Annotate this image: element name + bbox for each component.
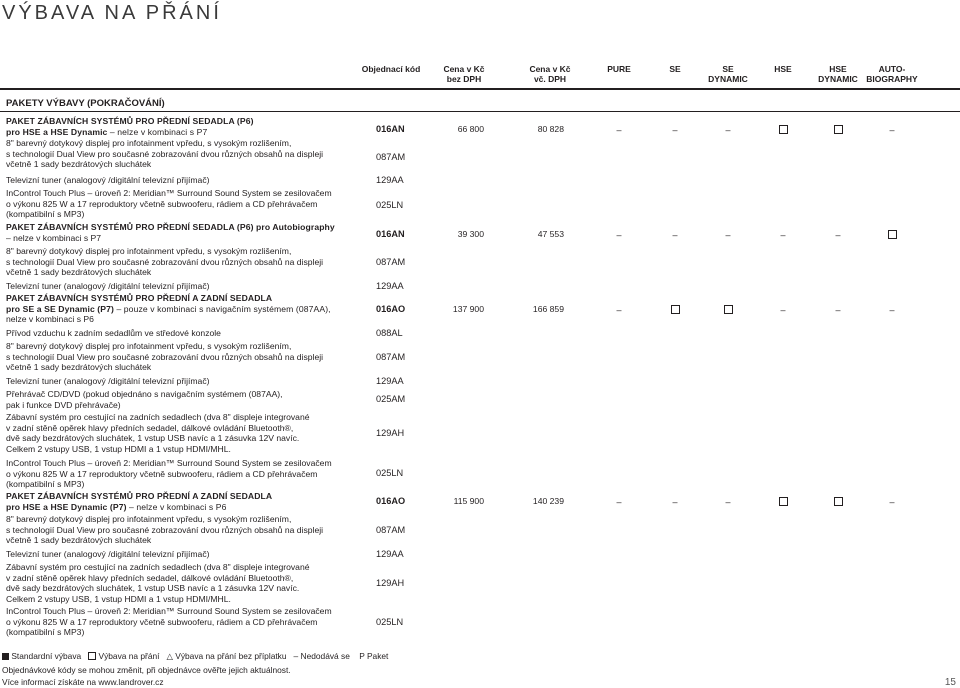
package-title: PAKET ZÁBAVNÍCH SYSTÉMŮ PRO PŘEDNÍ A ZADNÍ SEDADLA (6, 491, 273, 501)
item-code: 129AH (376, 428, 405, 438)
price-excl-vat: 137 900 (452, 304, 484, 314)
order-code: 016AO (376, 304, 406, 314)
col-se: SE (669, 64, 681, 74)
order-code: 016AN (376, 229, 405, 239)
header-rule (0, 88, 960, 90)
item-description: 8" barevný dotykový displej pro infotainment vpředu, s vysokým rozlišením, s technologií Dual View pro současné zobrazování dvou různých obsahů na displeji včetně 1 sady bezdrátových sluchátek (6, 514, 324, 546)
item-description: 8" barevný dotykový displej pro infotainment vpředu, s vysokým rozlišením, s technologií Dual View pro současné zobrazování dvou různých obsahů na displeji včetně 1 sady bezdrátových sluchátek (6, 341, 324, 373)
item-code: 129AA (376, 175, 404, 185)
item-description: InControl Touch Plus – úroveň 2: Meridian™ Surround Sound System se zesilovačem o výkonu 825 W a 17 reproduktory včetně subwooferu, rádiem a CD přehrávačem (kompatibilní s MP3) (6, 188, 332, 220)
availability-pure-dash: – (616, 497, 622, 507)
package-note: nelze v kombinaci s P6 (6, 314, 94, 325)
col-hse: HSE (774, 64, 792, 74)
col-se-dynamic: SE DYNAMIC (708, 64, 748, 84)
standard-square-icon (2, 653, 9, 660)
item-code: 129AA (376, 281, 404, 291)
availability-hse-option-box-icon (773, 125, 793, 136)
availability-autobiography-dash: – (889, 497, 895, 507)
dash-icon: – (293, 651, 299, 661)
item-description: Zábavní systém pro cestující na zadních sedadlech (dva 8" displeje integrované v zadní stěně opěrek hlavy předních sedadel, dálkové ovládání Bluetooth®, dvě sady bezdrátových sluchátek, 1 vstup USB navíc a 1 zásuvka 12V navíc. Celkem 2 vstupy USB, 1 vstup HDMI a 1 vstup HDMI/MHL. (6, 412, 310, 454)
item-description: 8" barevný dotykový displej pro infotainment vpředu, s vysokým rozlišením, s technologií Dual View pro současné zobrazování dvou různých obsahů na displeji včetně 1 sady bezdrátových sluchátek (6, 138, 324, 170)
availability-hse-dynamic-option-box-icon (828, 125, 848, 136)
item-code: 087AM (376, 525, 406, 535)
col-autobiography: AUTO- BIOGRAPHY (866, 64, 918, 84)
item-code: 025LN (376, 468, 404, 478)
col-order-code: Objednací kód (361, 64, 421, 74)
item-description: Televizní tuner (analogový /digitální televizní přijímač) (6, 549, 210, 559)
section-title: PAKETY VÝBAVY (POKRAČOVÁNÍ) (6, 98, 165, 109)
item-description: InControl Touch Plus – úroveň 2: Meridian™ Surround Sound System se zesilovačem o výkonu 825 W a 17 reproduktory včetně subwooferu, rádiem a CD přehrávačem (kompatibilní s MP3) (6, 606, 332, 638)
package-subtitle: pro HSE a HSE Dynamic (P7) – nelze v kombinaci s P6 (6, 501, 227, 512)
package-title: PAKET ZÁBAVNÍCH SYSTÉMŮ PRO PŘEDNÍ SEDADLA (P6) (6, 116, 254, 126)
package-title: PAKET ZÁBAVNÍCH SYSTÉMŮ PRO PŘEDNÍ SEDADLA (P6) pro Autobiography (6, 222, 335, 232)
item-code: 129AH (376, 578, 405, 588)
package-title: PAKET ZÁBAVNÍCH SYSTÉMŮ PRO PŘEDNÍ A ZADNÍ SEDADLA (6, 293, 273, 303)
footer-link[interactable]: Více informací získáte na www.landrover.cz (2, 677, 164, 687)
package-note: – nelze v kombinaci s P7 (6, 233, 102, 243)
page-number: 15 (944, 677, 956, 688)
availability-se-dash: – (672, 497, 678, 507)
section-rule (0, 111, 960, 112)
price-excl-vat: 39 300 (457, 229, 484, 239)
price-incl-vat: 166 859 (532, 304, 564, 314)
page-title: VÝBAVA NA PŘÁNÍ (2, 2, 222, 24)
triangle-icon: △ (166, 651, 173, 661)
item-code: 025LN (376, 200, 404, 210)
availability-se-dash: – (672, 230, 678, 240)
price-excl-vat: 115 900 (453, 496, 484, 506)
item-code: 129AA (376, 549, 404, 559)
price-excl-vat: 66 800 (457, 124, 484, 134)
col-price-excl: Cena v Kč bez DPH (443, 64, 485, 84)
availability-se-dynamic-dash: – (725, 230, 731, 240)
item-code: 087AM (376, 257, 406, 267)
availability-pure-dash: – (616, 125, 622, 135)
availability-hse-dash: – (780, 305, 786, 315)
col-pure: PURE (607, 64, 631, 74)
availability-se-dynamic-dash: – (725, 497, 731, 507)
footer-note: Objednávkové kódy se mohou změnit, při objednávce ověřte jejich aktuálnost. (2, 665, 291, 675)
availability-se-dash: – (672, 125, 678, 135)
price-incl-vat: 47 553 (537, 229, 564, 239)
item-code: 088AL (376, 328, 403, 338)
item-description: Televizní tuner (analogový /digitální televizní přijímač) (6, 376, 210, 386)
availability-hse-dynamic-dash: – (835, 305, 841, 315)
item-description: 8" barevný dotykový displej pro infotainment vpředu, s vysokým rozlišením, s technologií Dual View pro současné zobrazování dvou různých obsahů na displeji včetně 1 sady bezdrátových sluchátek (6, 246, 324, 278)
item-description: Přívod vzduchu k zadním sedadlům ve středové konzole (6, 328, 221, 338)
availability-autobiography-option-box-icon (882, 230, 902, 241)
order-code: 016AO (376, 496, 406, 506)
item-description: Televizní tuner (analogový /digitální televizní přijímač) (6, 281, 210, 291)
package-subtitle: pro HSE a HSE Dynamic – nelze v kombinaci s P7 (6, 126, 208, 137)
availability-hse-dynamic-dash: – (835, 230, 841, 240)
availability-se-option-box-icon (665, 305, 685, 316)
item-code: 087AM (376, 352, 406, 362)
col-price-incl: Cena v Kč vč. DPH (529, 64, 571, 84)
price-incl-vat: 140 239 (532, 496, 564, 506)
package-subtitle: pro SE a SE Dynamic (P7) – pouze v kombinaci s navigačním systémem (087AA), (6, 303, 331, 314)
availability-pure-dash: – (616, 230, 622, 240)
availability-autobiography-dash: – (889, 305, 895, 315)
item-code: 129AA (376, 376, 404, 386)
price-incl-vat: 80 828 (537, 124, 564, 134)
availability-hse-option-box-icon (773, 497, 793, 508)
item-code: 025AM (376, 394, 406, 404)
availability-pure-dash: – (616, 305, 622, 315)
availability-se-dynamic-dash: – (725, 125, 731, 135)
item-description: Přehrávač CD/DVD (pokud objednáno s navigačním systémem (087AA), pak i funkce DVD přehrávače) (6, 389, 283, 410)
availability-hse-dynamic-option-box-icon (828, 497, 848, 508)
item-description: Televizní tuner (analogový /digitální televizní přijímač) (6, 175, 210, 185)
availability-autobiography-dash: – (889, 125, 895, 135)
option-box-icon (88, 652, 96, 660)
availability-se-dynamic-option-box-icon (718, 305, 738, 316)
item-code: 025LN (376, 617, 404, 627)
order-code: 016AN (376, 124, 405, 134)
item-code: 087AM (376, 152, 406, 162)
availability-hse-dash: – (780, 230, 786, 240)
item-description: InControl Touch Plus – úroveň 2: Meridian™ Surround Sound System se zesilovačem o výkonu 825 W a 17 reproduktory včetně subwooferu, rádiem a CD přehrávačem (kompatibilní s MP3) (6, 458, 332, 490)
legend: Standardní výbava Výbava na přání △ Výbava na přání bez příplatku – Nedodává se P Paket (2, 651, 388, 661)
col-hse-dynamic: HSE DYNAMIC (818, 64, 858, 84)
item-description: Zábavní systém pro cestující na zadních sedadlech (dva 8" displeje integrované v zadní stěně opěrek hlavy předních sedadel, dálkové ovládání Bluetooth®, dvě sady bezdrátových sluchátek, 1 vstup USB navíc a 1 zásuvka 12V navíc. Celkem 2 vstupy USB, 1 vstup HDMI a 1 vstup HDMI/MHL. (6, 562, 310, 604)
